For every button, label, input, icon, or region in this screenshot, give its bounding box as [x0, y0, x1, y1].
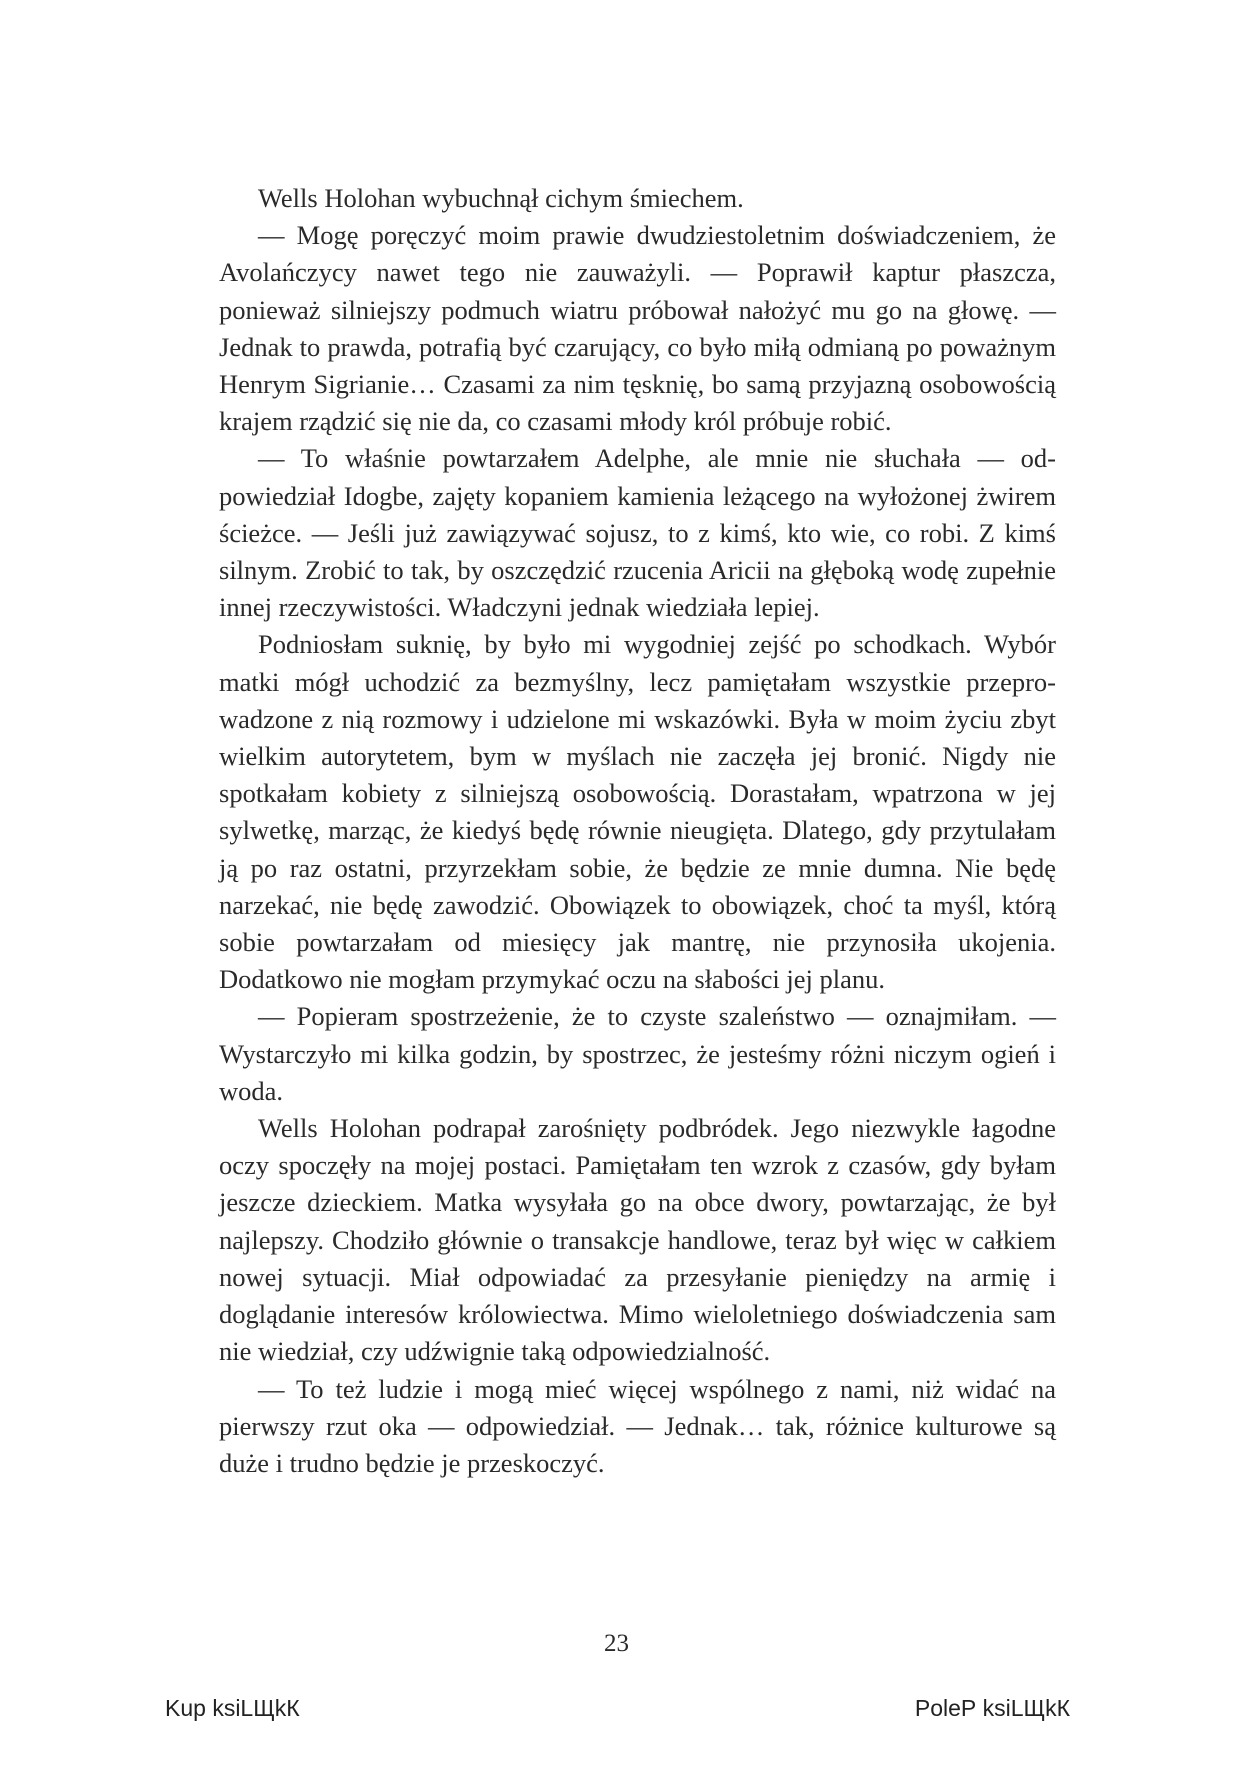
recommend-book-link[interactable]: PoleР ksiLЩkК: [914, 1695, 1070, 1721]
buy-book-link[interactable]: Kup ksiLЩkК: [165, 1695, 300, 1721]
paragraph-2: — Mogę poręczyć moim prawie dwudziestoletnim doświadczeniem, że Avolańczycy nawet tego nie zauważyli. — Poprawił kaptur płaszcza, ponieważ silniejszy podmuch wiatru próbował nałożyć mu go na głowę. — Jednak to prawda, potrafią być czarujący, co było miłą odmianą po poważnym Henrym Sigrianie… Czasami za nim tęsknię, bo samą przyjazną osobowością krajem rządzić się nie da, co czasami młody król próbuje robić.: [219, 220, 1056, 437]
page-body: [219, 180, 1056, 1482]
page-number: 23: [604, 1630, 629, 1657]
paragraph-1: Wells Holohan wybuchnął cichym śmiechem.: [258, 183, 744, 213]
paragraph-7: — To też ludzie i mogą mieć więcej wspólnego z nami, niż widać na pierwszy rzut oka — odpowiedział. — Jednak… tak, różnice kulturowe są duże i trudno będzie je przeskoczyć.: [219, 1373, 1056, 1478]
paragraph-3: — To właśnie powtarzałem Adelphe, ale mnie nie słuchała — odpowiedział Idogbe, zajęty kopaniem kamienia leżącego na wyłożonej żwirem ścieżce. — Jeśli już zawiązywać sojusz, to z kimś, kto wie, co robi. Z kimś silnym. Zrobić to tak, by oszczędzić rzucenia Aricii na głęboką wodę zupełnie innej rzeczywistości. Władczyni jednak wiedziała lepiej.: [219, 443, 1056, 623]
paragraph-6: Wells Holohan podrapał zarośnięty podbródek. Jego niezwykle łagodne oczy spoczęły na mojej postaci. Pamiętałam ten wzrok z czasów, gdy byłam jeszcze dzieckiem. Matka wysyłała go na obce dwory, powtarzając, że był najlepszy. Chodziło głównie o transakcje handlowe, teraz był więc w całkiem nowej sytuacji. Miał odpowiadać za przesyłanie pieniędzy na armię i doglądanie interesów królowiectwa. Mimo wieloletniego doświadczenia sam nie wiedział, czy udźwignie taką odpowiedzialność.: [219, 1113, 1056, 1367]
paragraph-5: — Popieram spostrzeżenie, że to czyste szaleństwo — oznajmiłam. — Wystarczyło mi kilka godzin, by spostrzec, że jesteśmy różni niczym ogień i woda.: [219, 1001, 1056, 1106]
paragraph-4: Podniosłam suknię, by było mi wygodniej zejść po schodkach. Wybór matki mógł uchodzić za bezmyślny, lecz pamiętałam wszystkie przeprowadzone z nią rozmowy i udzielone mi wskazówki. Była w moim życiu zbyt wielkim autorytetem, bym w myślach nie zaczęła jej bronić. Nigdy nie spotkałam kobiety z silniejszą osobowością. Dorastałam, wpatrzona w jej sylwetkę, marząc, że kiedyś będę równie nieugięta. Dlatego, gdy przytulałam ją po raz ostatni, przyrzekłam sobie, że będzie ze mnie dumna. Nie będę narzekać, nie będę zawodzić. Obowiązek to obowiązek, choć ta myśl, którą sobie powtarzałam od miesięcy jak mantrę, nie przynosiła ukojenia. Dodatkowo nie mogłam przymykać oczu na słabości jej planu.: [219, 629, 1056, 995]
